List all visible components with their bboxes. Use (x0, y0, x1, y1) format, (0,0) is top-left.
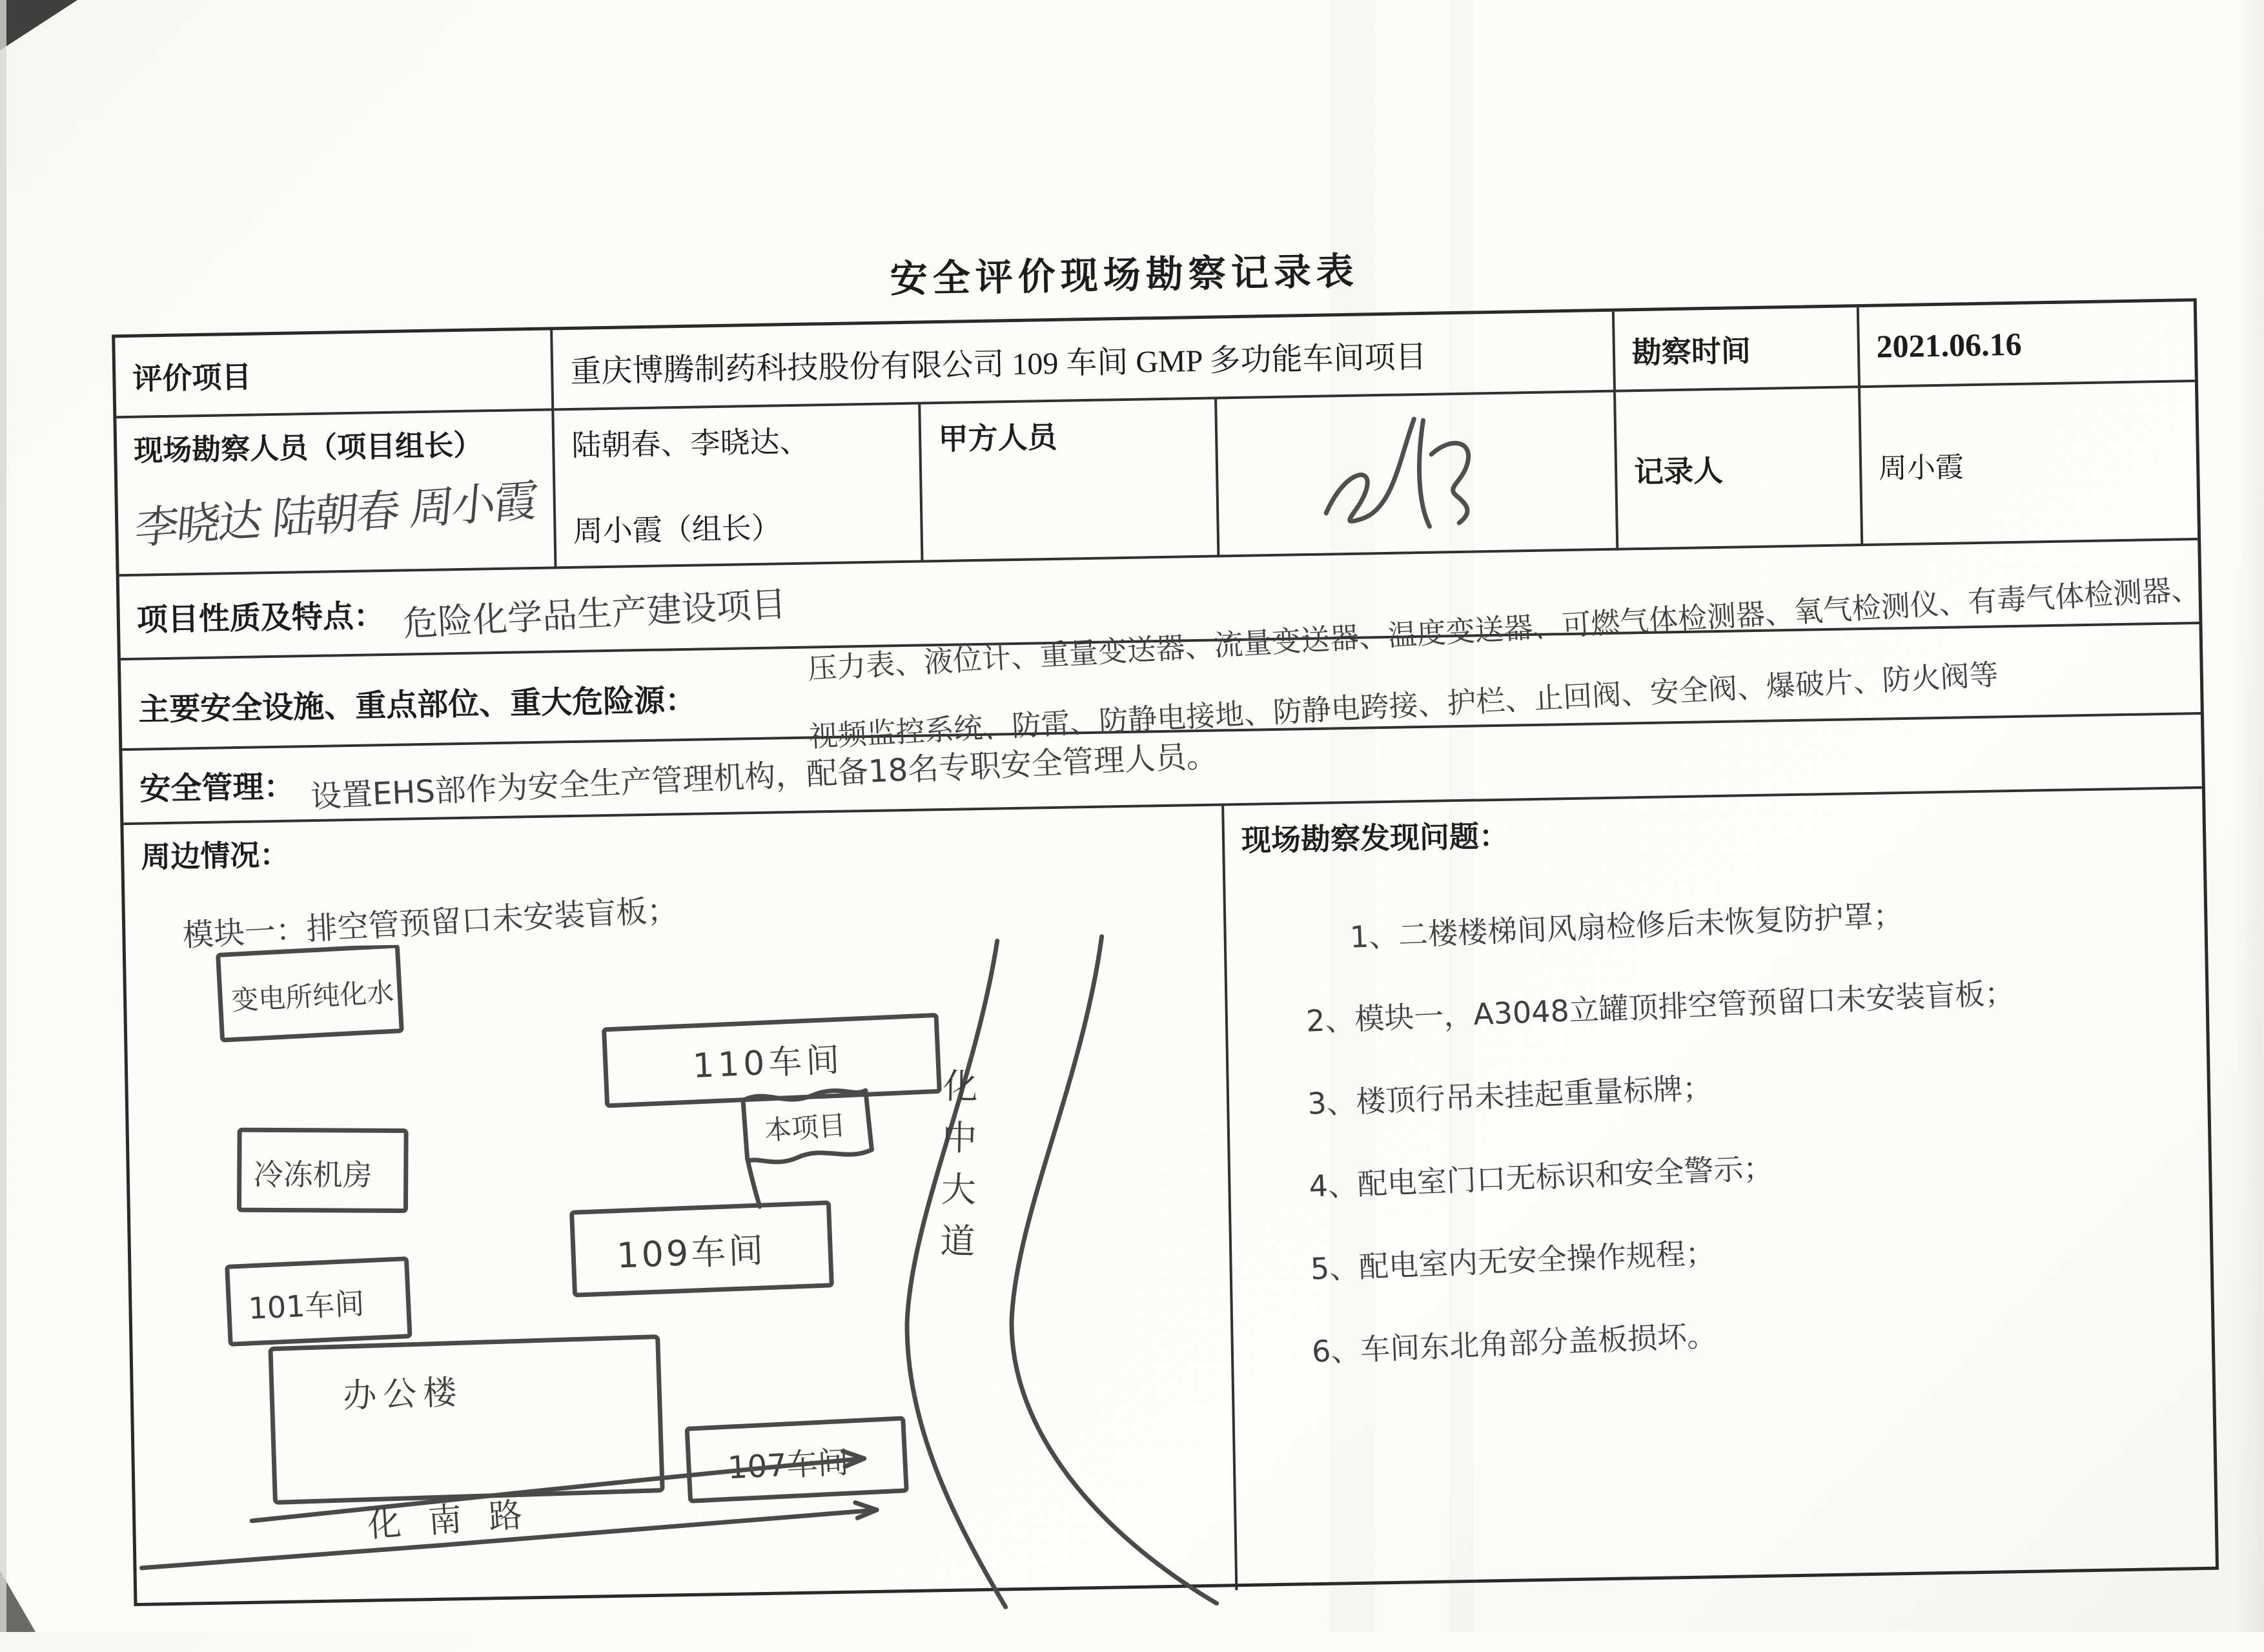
problem-item-1: 1、二楼楼梯间风扇检修后未恢复防护罩； (1349, 897, 1904, 955)
scan-streak (1330, 0, 1375, 1632)
party-a-signature (1273, 395, 1560, 552)
party-a-label: 甲方人员 (938, 420, 1057, 456)
recorder-label-cell (1616, 388, 1863, 551)
scan-streak (1449, 0, 1474, 1632)
project-label: 评价项目 (132, 360, 252, 396)
recorder-value-cell (1861, 382, 2198, 546)
svg-text:101车间: 101车间 (247, 1285, 365, 1326)
surroundings-note: 模块一：排空管预留口未安装盲板； (181, 892, 679, 954)
project-nature-value: 危险化学品生产建设项目 (402, 583, 788, 644)
scan-edge-left (0, 0, 6, 1632)
building-workshop-110 (604, 1015, 940, 1105)
surveyor-label-cell (116, 411, 556, 576)
surveyor-names-cell (555, 404, 924, 569)
safety-facilities-line1: 压力表、液位计、重量变送器、流量变送器、温度变送器、可燃气体检测器、氧气检测仪、有毒气体检测器、 (806, 571, 2201, 686)
scan-edge-right (2234, 0, 2264, 1632)
surroundings-label: 周边情况： (140, 838, 290, 874)
survey-time-value-cell (1859, 301, 2194, 388)
svg-text:本项目: 本项目 (763, 1109, 847, 1147)
survey-time-label: 勘察时间 (1631, 334, 1751, 369)
building-workshop-101 (227, 1259, 410, 1344)
svg-text:办公楼: 办公楼 (342, 1373, 464, 1416)
svg-text:107车间: 107车间 (726, 1444, 850, 1487)
problem-item-6: 6、车间东北角部分盖板损坏。 (1310, 1318, 1717, 1369)
recorder-value: 周小霞 (1878, 451, 1964, 485)
surroundings-cell (123, 806, 1238, 1609)
form-title: 安全评价现场勘察记录表 (890, 250, 1360, 301)
svg-text:变电所纯化水: 变电所纯化水 (230, 976, 395, 1017)
party-a-label-cell (921, 399, 1220, 562)
site-map-sketch (126, 930, 1235, 1624)
road-huanan-road (140, 1451, 878, 1568)
road-huanan-label: 化南路 (366, 1494, 551, 1545)
problem-item-3: 3、楼顶行吊未挂起重量标牌； (1307, 1070, 1713, 1121)
project-value: 重庆博腾制药科技股份有限公司 109 车间 GMP 多功能车间项目 (570, 340, 1427, 389)
survey-record-table (112, 298, 2219, 1606)
safety-facilities-label: 主要安全设施、重点部位、重大危险源： (138, 683, 697, 728)
svg-text:109车间: 109车间 (616, 1229, 767, 1276)
safety-management-label: 安全管理： (139, 770, 295, 807)
problem-item-2: 2、模块一，A3048立罐顶排空管预留口未安装盲板； (1305, 975, 2015, 1039)
safety-management-value: 设置EHS部作为安全生产管理机构，配备18名专职安全管理人员。 (309, 737, 1218, 815)
problems-label: 现场勘察发现问题： (1241, 819, 1509, 857)
svg-text:110车间: 110车间 (691, 1040, 844, 1086)
building-office (270, 1337, 662, 1503)
building-workshop-109 (572, 1203, 832, 1295)
problem-item-4: 4、配电室门口无标识和安全警示； (1308, 1150, 1774, 1204)
project-nature-label: 项目性质及特点： (136, 598, 385, 638)
surveyor-names-line2: 周小霞（组长） (573, 511, 782, 548)
survey-time-value: 2021.06.16 (1876, 325, 2022, 365)
surveyor-label: 现场勘察人员（项目组长） (133, 429, 483, 467)
recorder-label: 记录人 (1633, 454, 1724, 489)
safety-facilities-line2: 视频监控系统、防雷、防静电接地、防静电跨接、护栏、止回阀、安全阀、爆破片、防火阀等 (808, 657, 1999, 754)
problem-item-5: 5、配电室内无安全操作规程； (1309, 1235, 1716, 1287)
survey-time-label-cell (1615, 307, 1861, 393)
site-map (126, 930, 1235, 1624)
road-huazhong-label: 化中大道 (934, 1067, 979, 1275)
building-workshop-107 (687, 1418, 906, 1501)
surveyor-names-line1: 陆朝春、李晓达、 (571, 425, 810, 462)
party-a-signature-cell (1217, 393, 1618, 558)
surveyor-handwritten-signatures: 李晓达 陆朝春 周小霞 (132, 475, 538, 555)
building-substation-purified-water (218, 946, 402, 1040)
svg-text:冷冻机房: 冷冻机房 (253, 1157, 372, 1193)
project-label-cell (115, 330, 554, 418)
building-refrigeration-room (239, 1130, 406, 1210)
current-project-flag (743, 1090, 873, 1207)
